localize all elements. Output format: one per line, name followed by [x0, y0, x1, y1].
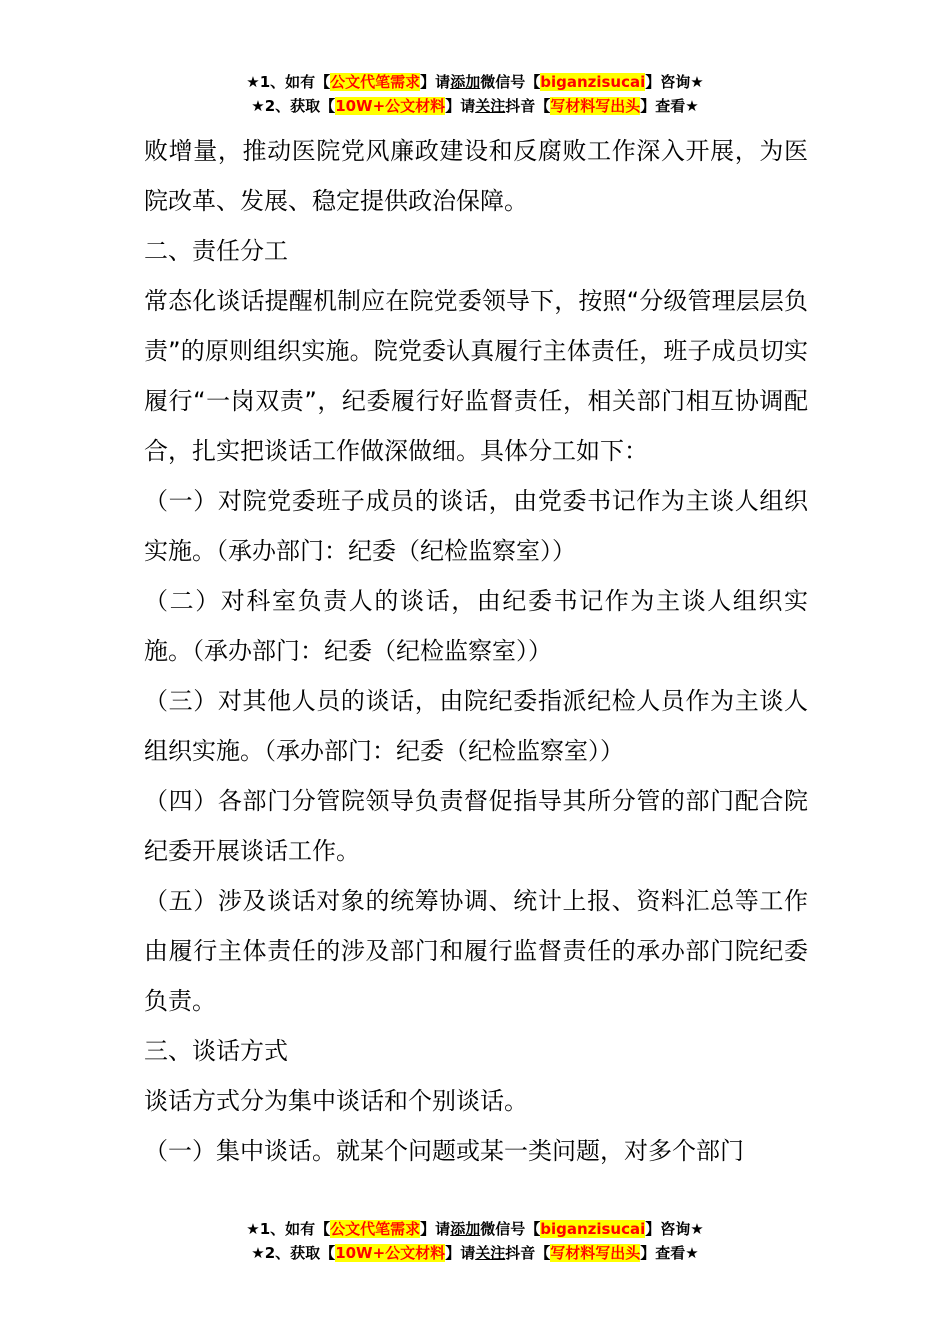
banner-highlight: 写材料写出头: [550, 1244, 641, 1262]
banner-line-2: ★2、获取【10W+公文材料】请关注抖音【写材料写出头】查看★: [251, 1244, 699, 1262]
banner-highlight: 10W+公文材料: [335, 97, 446, 115]
banner-highlight: biganzisucai: [540, 1220, 646, 1238]
list-item: （一）集中谈话。就某个问题或某一类问题，对多个部门: [144, 1137, 744, 1165]
banner-highlight: 写材料写出头: [550, 97, 641, 115]
banner-highlight: 10W+公文材料: [335, 1244, 446, 1262]
list-item: （五）涉及谈话对象的统筹协调、统计上报、资料汇总等工作由履行主体责任的涉及部门和履行监督责任的承办部门院纪委负责。: [144, 887, 808, 1015]
list-item: （一）对院党委班子成员的谈话，由党委书记作为主谈人组织实施。（承办部门：纪委（纪检监察室））: [144, 487, 808, 565]
banner-line-1: ★1、如有【公文代笔需求】请添加微信号【biganzisucai】咨询★: [246, 73, 704, 91]
header-banner: [0, 70, 950, 118]
banner-highlight: biganzisucai: [540, 73, 646, 91]
list-item: （四）各部门分管院领导负责督促指导其所分管的部门配合院纪委开展谈话工作。: [144, 787, 808, 865]
banner-highlight: 公文代笔需求: [330, 1220, 421, 1238]
banner-highlight: 公文代笔需求: [330, 73, 421, 91]
paragraph: 败增量，推动医院党风廉政建设和反腐败工作深入开展，为医院改革、发展、稳定提供政治保障。: [144, 137, 808, 215]
section-heading: 三、谈话方式: [144, 1037, 288, 1065]
section-heading: 二、责任分工: [144, 237, 288, 265]
paragraph: 谈话方式分为集中谈话和个别谈话。: [144, 1087, 528, 1115]
banner-line-1: ★1、如有【公文代笔需求】请添加微信号【biganzisucai】咨询★: [246, 1220, 704, 1238]
list-item: （二）对科室负责人的谈话，由纪委书记作为主谈人组织实施。（承办部门：纪委（纪检监察室））: [144, 587, 808, 665]
paragraph: 常态化谈话提醒机制应在院党委领导下，按照“分级管理层层负责”的原则组织实施。院党委认真履行主体责任，班子成员切实履行“一岗双责”，纪委履行好监督责任，相关部门相互协调配合，扎实把谈话工作做深做细。具体分工如下：: [144, 287, 808, 465]
document-body: [144, 126, 808, 1176]
banner-line-2: ★2、获取【10W+公文材料】请关注抖音【写材料写出头】查看★: [251, 97, 699, 115]
footer-banner: [0, 1217, 950, 1265]
list-item: （三）对其他人员的谈话，由院纪委指派纪检人员作为主谈人组织实施。（承办部门：纪委（纪检监察室））: [144, 687, 808, 765]
